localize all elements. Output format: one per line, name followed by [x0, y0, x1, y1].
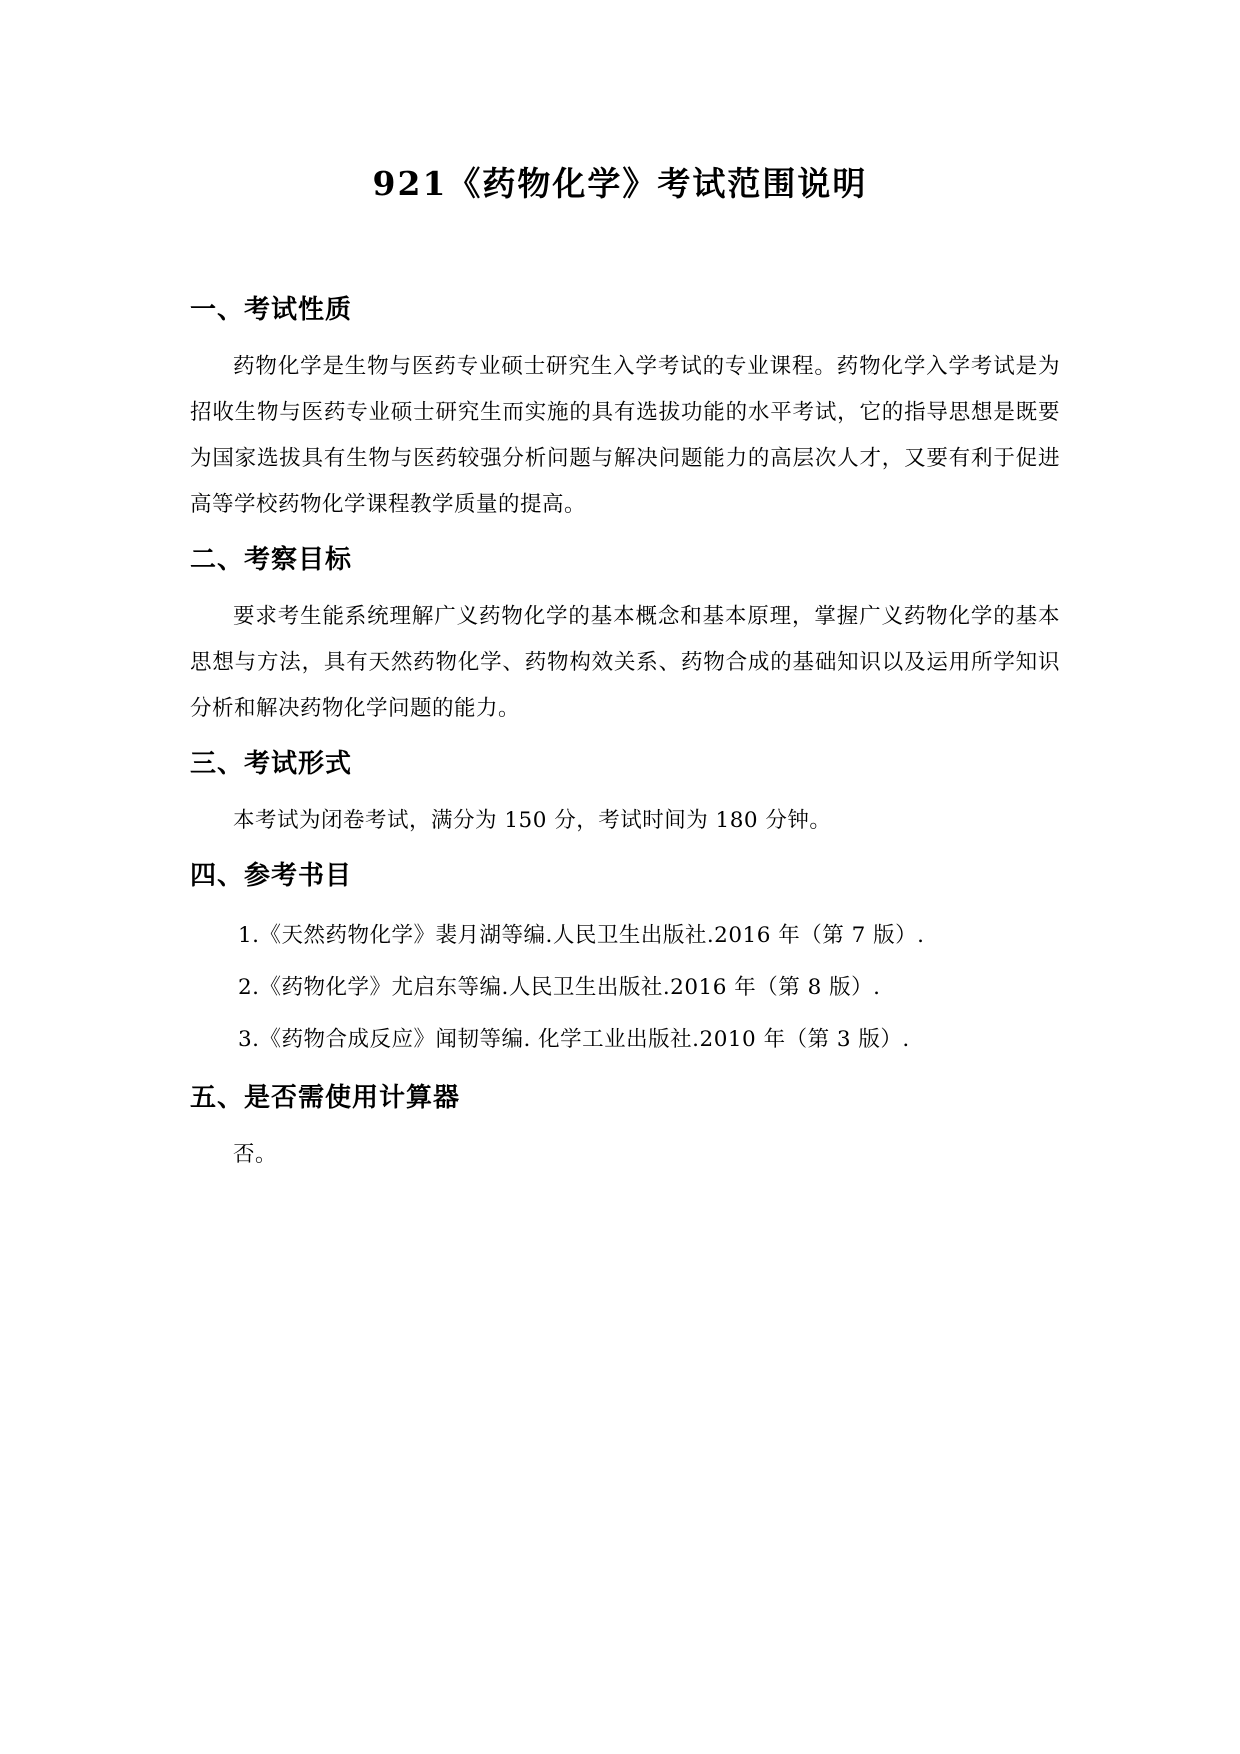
section-paragraph: 本考试为闭卷考试，满分为 150 分，考试时间为 180 分钟。: [233, 808, 832, 833]
section-exam-nature: [190, 290, 1060, 528]
section-heading: 二、考察目标: [190, 545, 353, 575]
section-paragraph: 否。: [233, 1142, 278, 1167]
section-heading: 一、考试性质: [190, 295, 353, 325]
section-heading: 五、是否需使用计算器: [190, 1083, 461, 1113]
reference-item: 3.《药物合成反应》闻韧等编. 化学工业出版社.2010 年（第 3 版）.: [238, 1027, 910, 1052]
section-paragraph: 药物化学是生物与医药专业硕士研究生入学考试的专业课程。药物化学入学考试是为招收生物与医药专业硕士研究生而实施的具有选拔功能的水平考试，它的指导思想是既要为国家选拔具有生物与医药较强分析问题与解决问题能力的高层次人才，又要有利于促进高等学校药物化学课程教学质量的提高。: [190, 354, 1060, 517]
section-paragraph: 要求考生能系统理解广义药物化学的基本概念和基本原理，掌握广义药物化学的基本思想与方法，具有天然药物化学、药物构效关系、药物合成的基础知识以及运用所学知识分析和解决药物化学问题的能力。: [190, 604, 1060, 721]
section-heading: 三、考试形式: [190, 749, 353, 779]
section-heading: 四、参考书目: [190, 861, 353, 891]
section-exam-objectives: [190, 540, 1060, 732]
section-calculator: [190, 1078, 1060, 1178]
document-title: 921《药物化学》考试范围说明: [372, 164, 868, 203]
section-exam-format: [190, 744, 1060, 844]
document-body: [190, 290, 1060, 1190]
reference-item: 1.《天然药物化学》裴月湖等编.人民卫生出版社.2016 年（第 7 版）.: [238, 923, 925, 948]
reference-item: 2.《药物化学》尤启东等编.人民卫生出版社.2016 年（第 8 版）.: [238, 975, 881, 1000]
reference-list: [190, 910, 1060, 1066]
section-references: [190, 856, 1060, 1066]
